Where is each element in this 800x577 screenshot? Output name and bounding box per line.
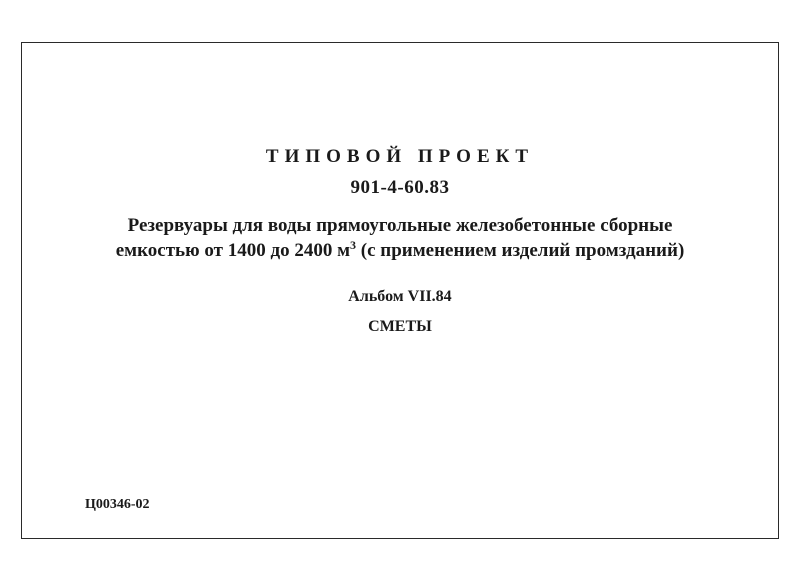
title-line-2-main: емкостью от 1400 до 2400 м — [115, 240, 351, 261]
album-number: Альбом VII.84 — [348, 288, 452, 305]
project-code: 901-4-60.83 — [350, 177, 450, 198]
document-heading: ТИПОВОЙ ПРОЕКТ — [265, 146, 535, 167]
project-title-line-1: Резервуары для воды прямоугольные железобетонные сборные — [127, 215, 673, 236]
document-id: Ц00346-02 — [85, 497, 150, 512]
section-title: СМЕТЫ — [368, 318, 432, 335]
title-line-2-suffix: (с применением изделий промзданий) — [356, 240, 685, 261]
cubic-exponent: 3 — [350, 238, 357, 252]
project-title-line-2 — [0, 240, 800, 262]
